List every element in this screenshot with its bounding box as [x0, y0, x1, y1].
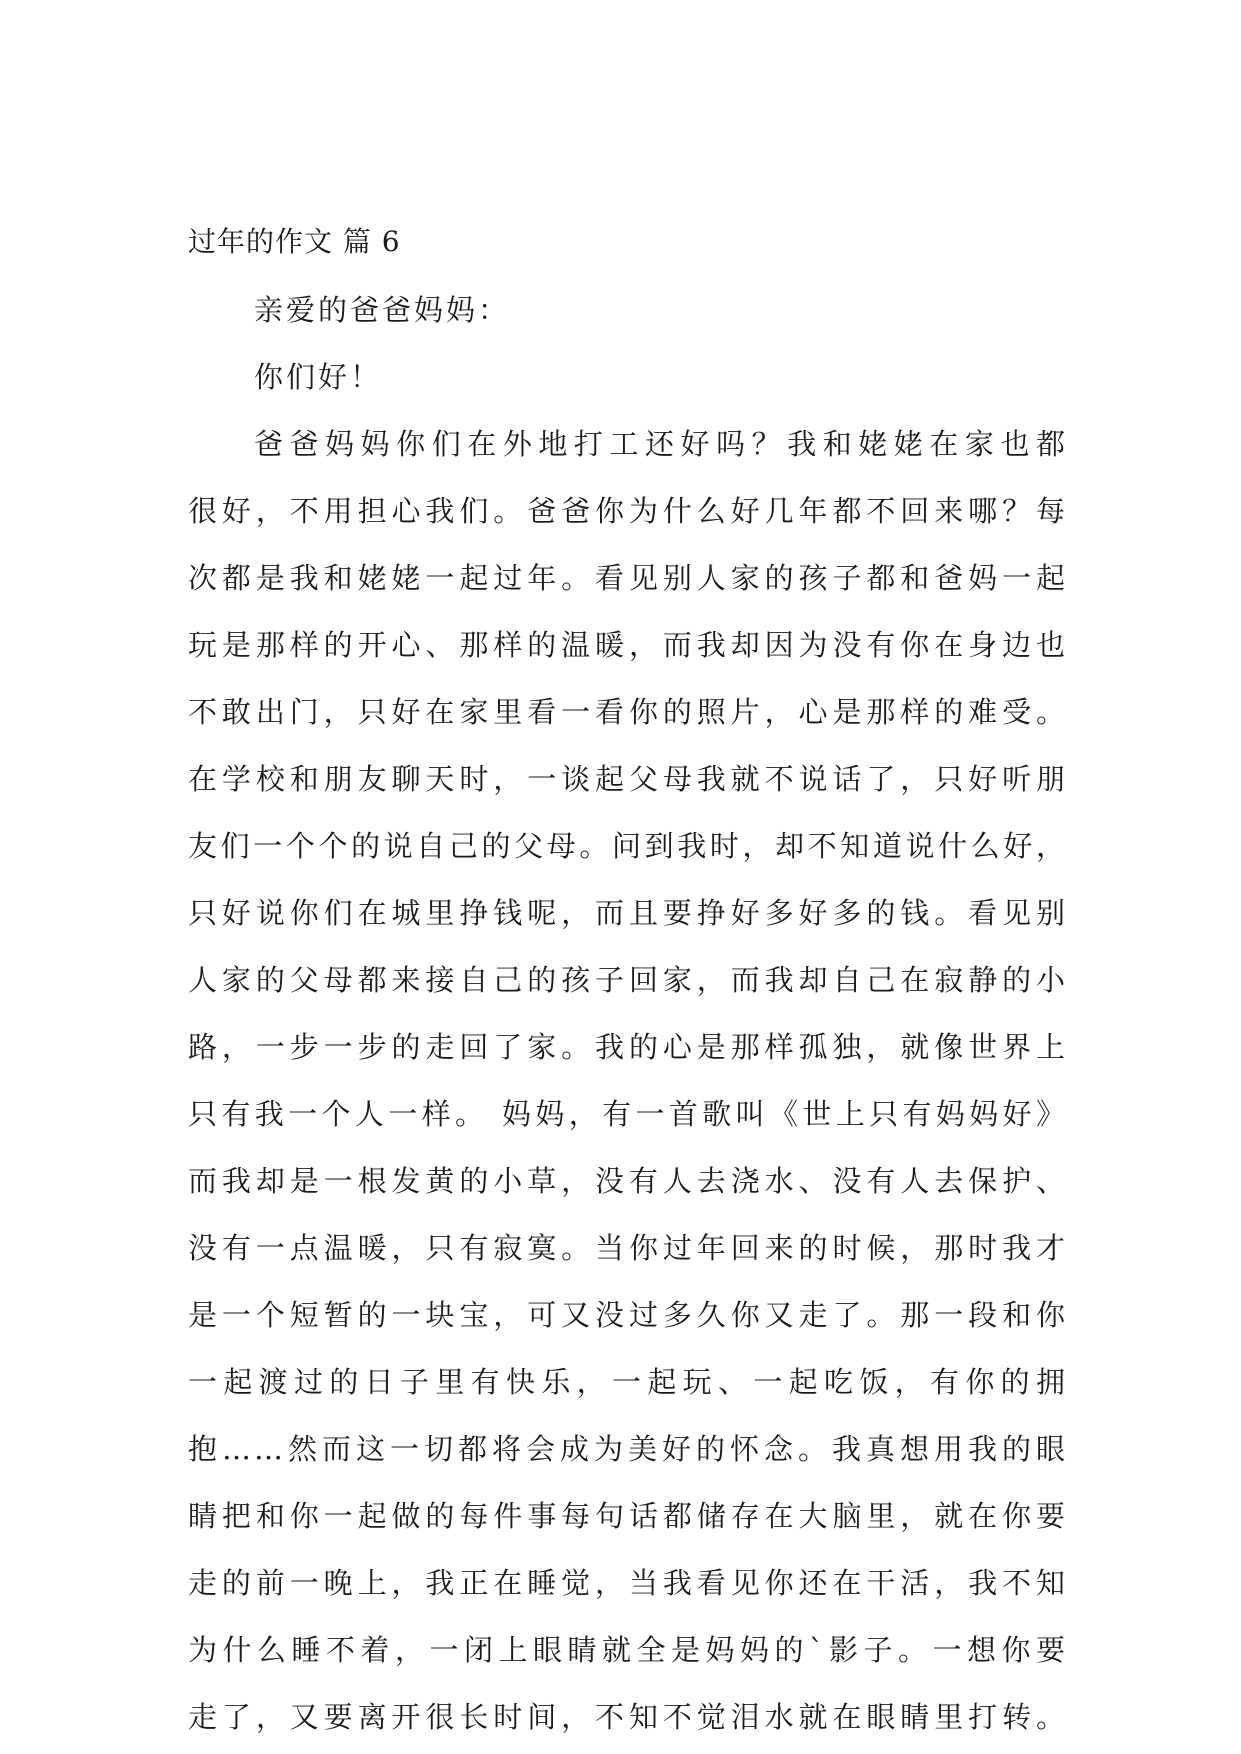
greeting: 你们好！: [254, 360, 383, 394]
body-line: 睛把和你一起做的每件事每句话都储存在大脑里，就在你要: [188, 1499, 1068, 1533]
essay-title: 过年的作文 篇 6: [188, 225, 401, 258]
body-line: 没有一点温暖，只有寂寞。当你过年回来的时候，那时我才: [188, 1231, 1068, 1265]
body-line: 而我却是一根发黄的小草，没有人去浇水、没有人去保护、: [188, 1164, 1068, 1198]
body-line: 走的前一晚上，我正在睡觉，当我看见你还在干活，我不知: [188, 1566, 1068, 1600]
body-line: 人家的父母都来接自己的孩子回家，而我却自己在寂静的小: [188, 963, 1068, 997]
body-line: 在学校和朋友聊天时，一谈起父母我就不说话了，只好听朋: [188, 762, 1068, 796]
salutation: 亲爱的爸爸妈妈：: [254, 293, 511, 327]
body-line: 不敢出门，只好在家里看一看你的照片，心是那样的难受。: [188, 695, 1068, 729]
body-line: 一起渡过的日子里有快乐，一起玩、一起吃饭，有你的拥: [188, 1365, 1068, 1399]
body-line: 玩是那样的开心、那样的温暖，而我却因为没有你在身边也: [188, 628, 1068, 662]
body-line: 是一个短暂的一块宝，可又没过多久你又走了。那一段和你: [188, 1298, 1068, 1332]
body-line: 爸爸妈妈你们在外地打工还好吗？我和姥姥在家也都: [254, 427, 1068, 461]
body-line: 只有我一个人一样。 妈妈，有一首歌叫《世上只有妈妈好》: [188, 1097, 1068, 1131]
body-line: 路，一步一步的走回了家。我的心是那样孤独，就像世界上: [188, 1030, 1068, 1064]
body-line: 走了，又要离开很长时间，不知不觉泪水就在眼睛里打转。: [188, 1700, 1068, 1734]
body-line: 抱……然而这一切都将会成为美好的怀念。我真想用我的眼: [188, 1432, 1068, 1466]
body-line: 为什么睡不着，一闭上眼睛就全是妈妈的`影子。一想你要: [188, 1633, 1068, 1667]
body-line: 友们一个个的说自己的父母。问到我时，却不知道说什么好，: [188, 829, 1068, 863]
body-line: 很好，不用担心我们。爸爸你为什么好几年都不回来哪？每: [188, 494, 1068, 528]
body-line: 只好说你们在城里挣钱呢，而且要挣好多好多的钱。看见别: [188, 896, 1068, 930]
body-line: 次都是我和姥姥一起过年。看见别人家的孩子都和爸妈一起: [188, 561, 1068, 595]
